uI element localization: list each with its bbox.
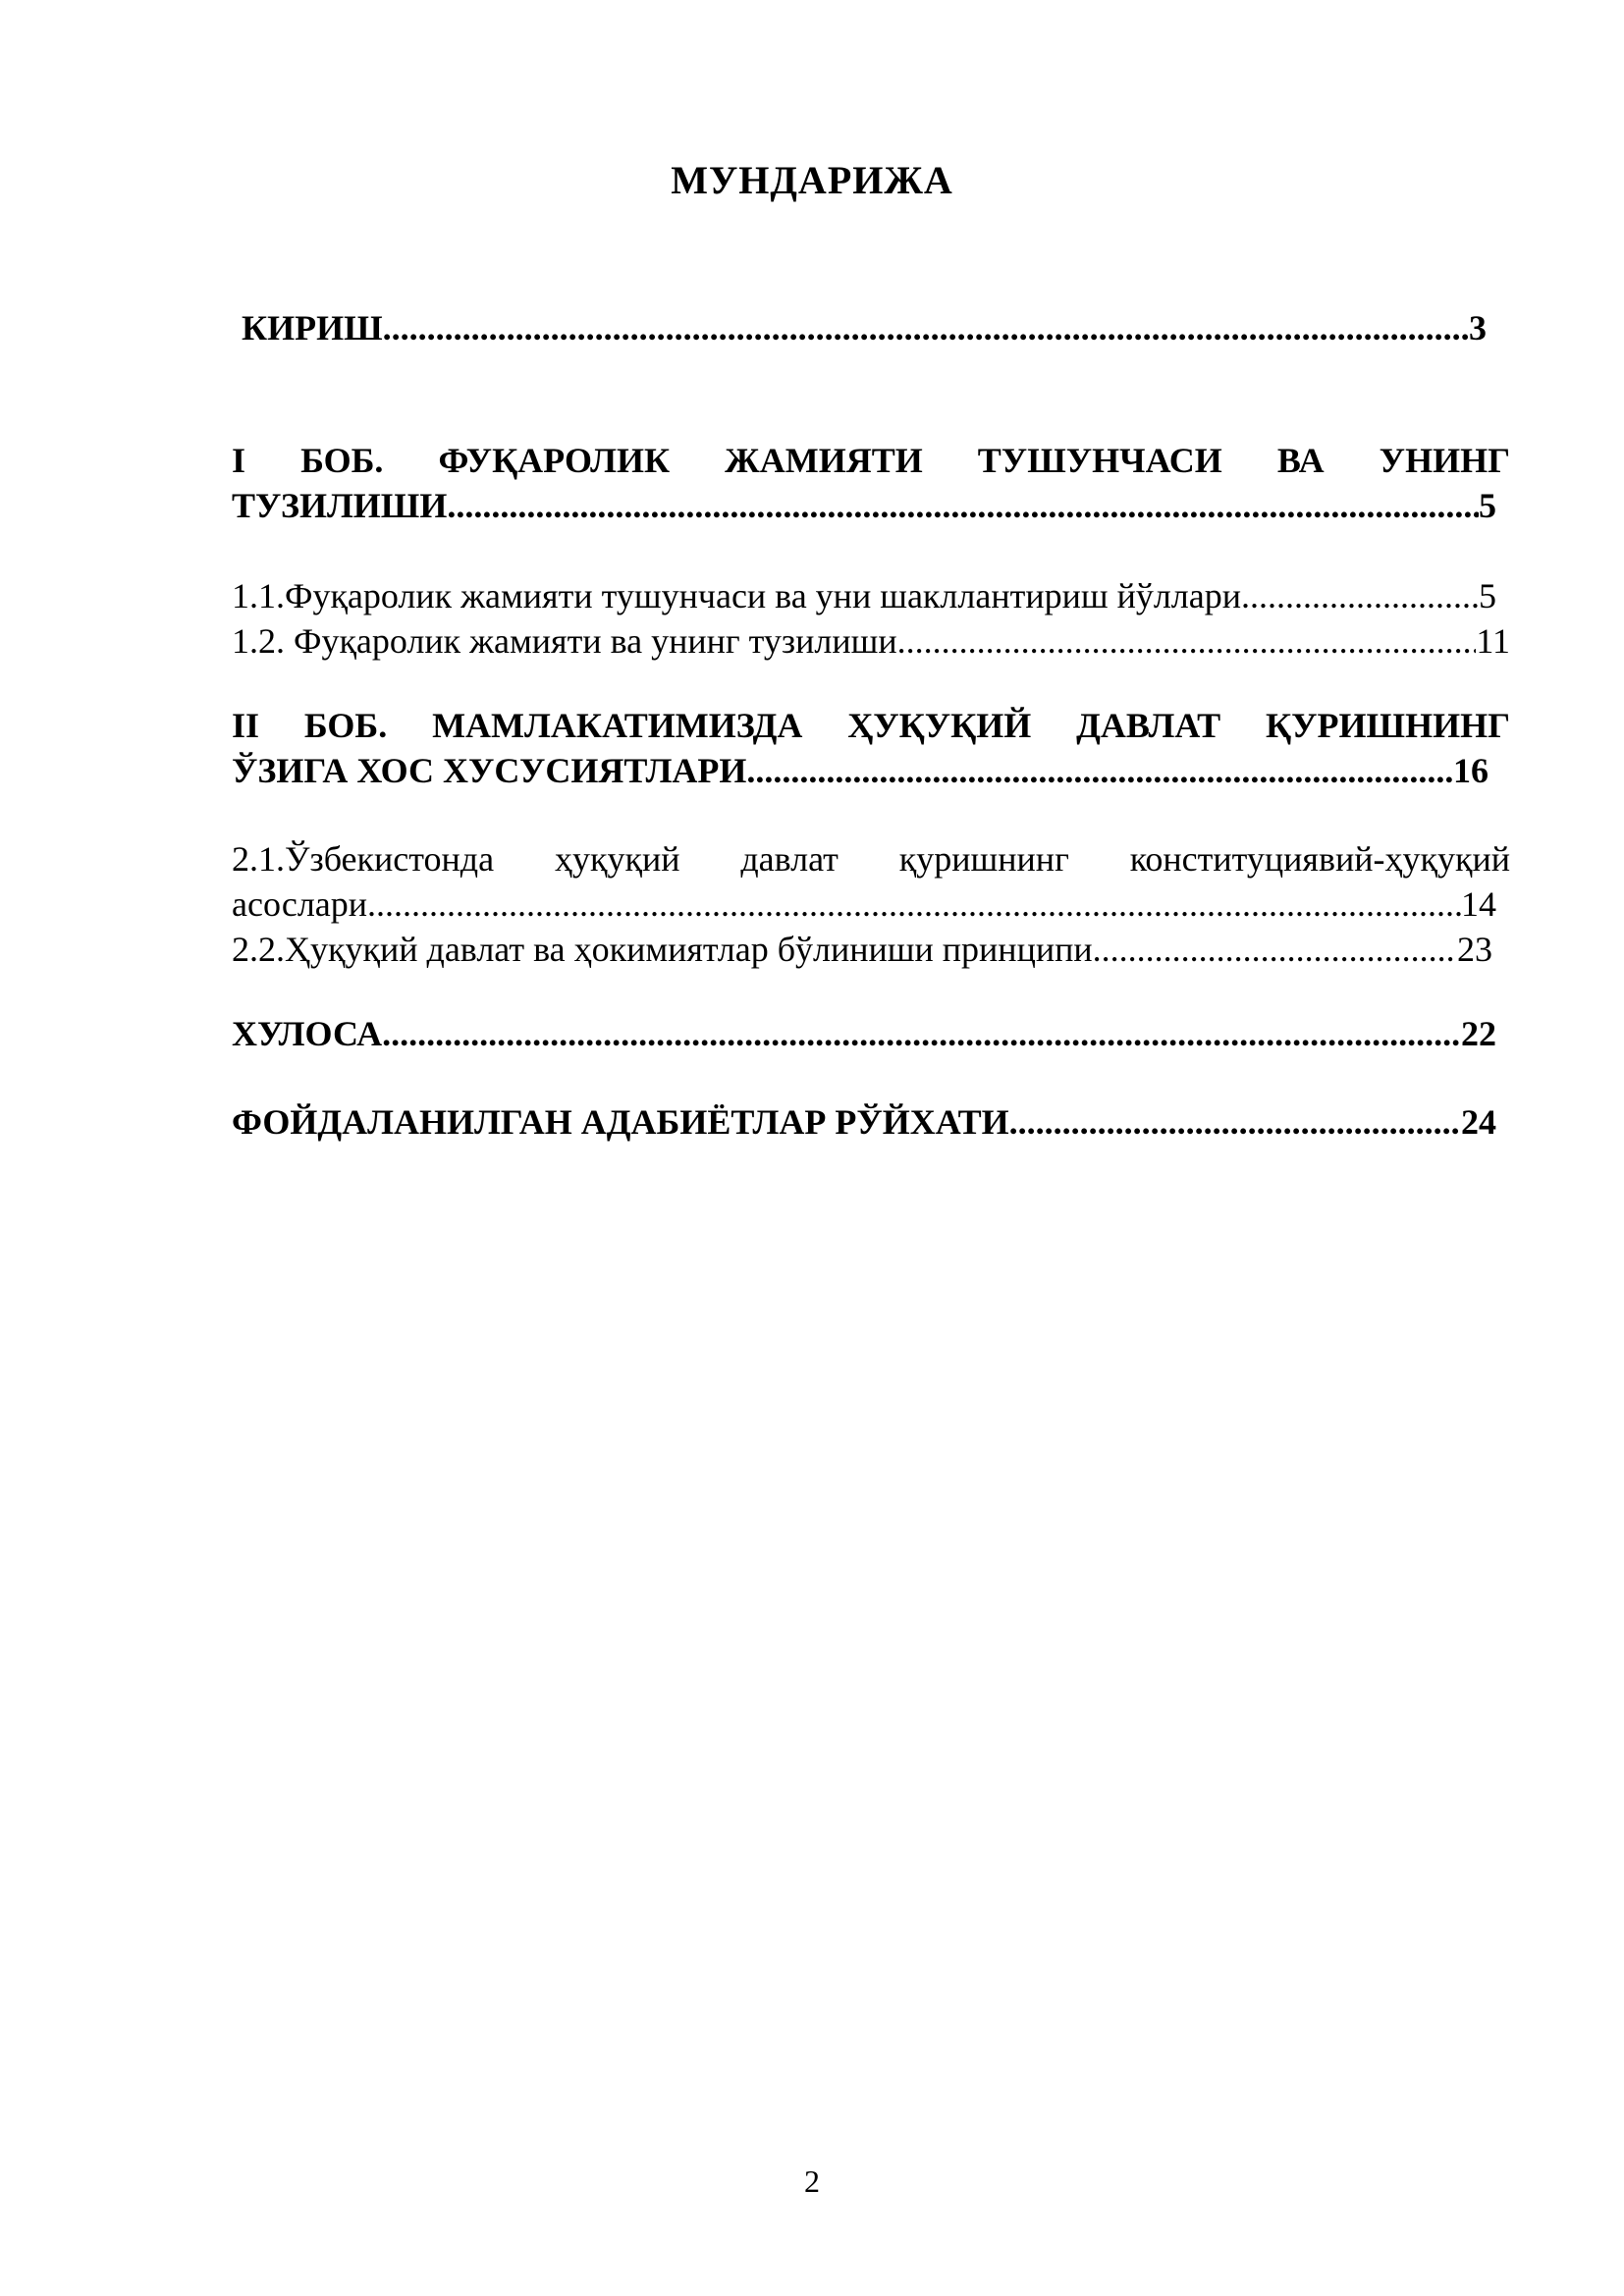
toc-leader-dots [383,305,1469,350]
toc-entry-text: КИРИШ [242,308,383,347]
toc-entry-conclusion[interactable] [232,1011,1510,1056]
toc-leader-dots [447,483,1479,528]
page-number: 2 [804,2163,820,2199]
toc-entry-text: I БОБ. ФУҚАРОЛИК ЖАМИЯТИ ТУШУНЧАСИ ВА УНИНГ [232,441,1510,480]
toc-leader-dots [746,748,1453,793]
toc-page-number: 16 [1453,751,1489,790]
toc-entry-text-continued: ЎЗИГА ХОС ХУСУСИЯТЛАРИ [232,751,747,790]
toc-page-number: 24 [1461,1102,1496,1142]
toc-entry-text-continued: асослари [232,884,368,924]
page-title: МУНДАРИЖА [671,158,953,202]
toc-entry-intro[interactable] [242,305,1500,350]
toc-entry-text: ФОЙДАЛАНИЛГАН АДАБИЁТЛАР РЎЙХАТИ [232,1102,1009,1142]
toc-entry-references[interactable] [232,1099,1510,1145]
toc-entry-section-1-1[interactable] [232,573,1510,618]
toc-entry-section-2-1[interactable] [232,836,1510,927]
toc-entry-section-1-2[interactable] [232,618,1510,664]
toc-page-number: 14 [1461,884,1496,924]
toc-entry-text-continued: ТУЗИЛИШИ [232,486,448,525]
toc-page-number: 22 [1461,1014,1496,1053]
toc-entry-text: 1.1.Фуқаролик жамияти тушунчаси ва уни шакллантириш йўллари [232,576,1242,615]
toc-page-number: 3 [1469,308,1487,347]
toc-page-number: 5 [1479,576,1496,615]
toc-leader-dots [897,618,1477,664]
toc-entry-chapter-1[interactable] [232,438,1510,528]
toc-entry-section-2-2[interactable] [232,927,1510,972]
toc-leader-dots [1009,1099,1461,1145]
toc-entry-chapter-2[interactable] [232,703,1510,793]
toc-leader-dots [1241,573,1479,618]
toc-page-number: 11 [1476,621,1510,661]
toc-page-number: 23 [1457,930,1492,969]
toc-leader-dots [382,1011,1461,1056]
toc-entry-text: 2.1.Ўзбекистонда ҳуқуқий давлат қуришнинг конституциявий-ҳуқуқий [232,839,1510,879]
toc-entry-text: 2.2.Ҳуқуқий давлат ва ҳокимиятлар бўлиниши принципи [232,930,1093,969]
toc-entry-text: 1.2. Фуқаролик жамияти ва унинг тузилиши [232,621,897,661]
toc-leader-dots [367,881,1461,927]
toc-page-number: 5 [1479,486,1496,525]
toc-entry-text: ХУЛОСА [232,1014,383,1053]
toc-entry-text: II БОБ. МАМЛАКАТИМИЗДА ҲУҚУҚИЙ ДАВЛАТ ҚУРИШНИНГ [232,706,1510,745]
toc-leader-dots [1093,927,1457,972]
